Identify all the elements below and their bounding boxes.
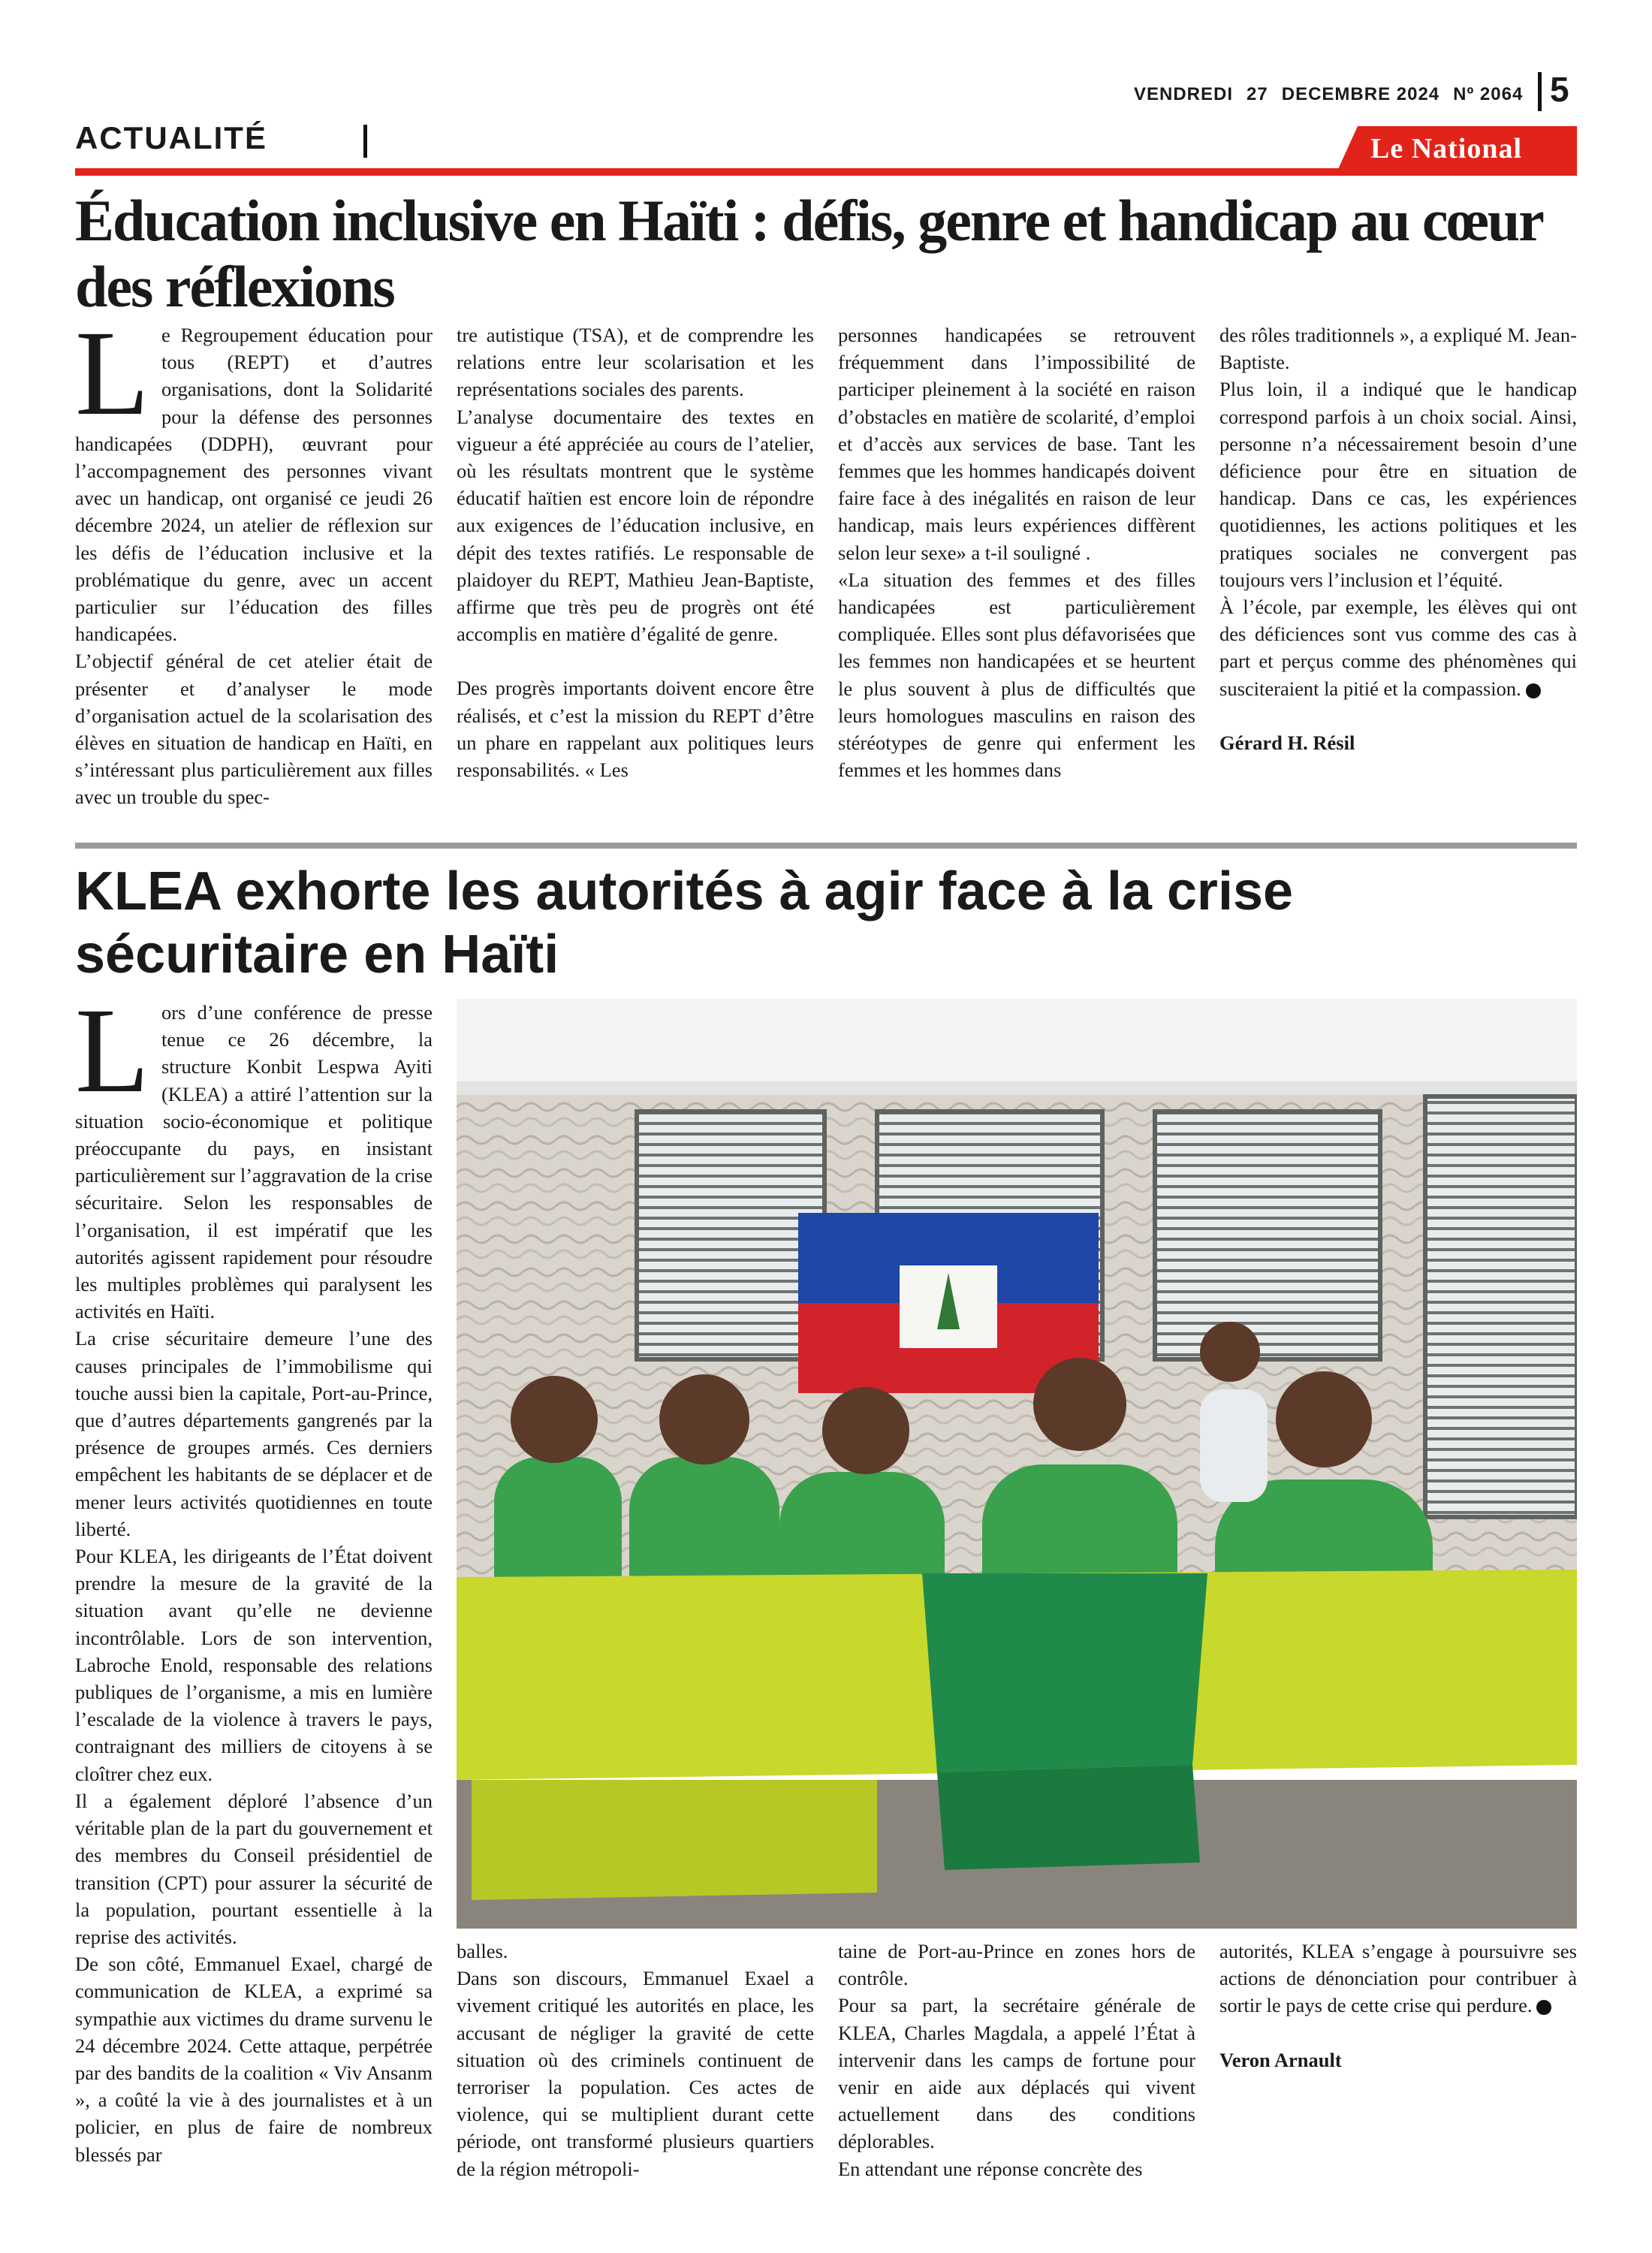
article1-column-4 [1219,321,1577,756]
article1-paragraph: «La situation des femmes et des filles handicapées est particulièrement compliquée. Elles sont plus défavorisées que les femmes non handicapées et se heurtent le plus souvent à plus de difficultés que leurs homologues masculins en raison des stéréotypes de genre qui enferment les femmes et les hommes dans [838,568,1195,782]
article1-author: Gérard H. Résil [1219,731,1355,754]
issue-date-line [1134,84,1536,105]
section-divider [363,125,367,158]
article2-dropcap: L [75,984,149,1118]
article2-paragraph: Il a également déploré l’absence d’un véritable plan de la part du gouvernement et des membres du Conseil présidentiel de transition (CPT) pour assurer la sécurité de la population, pourtant essentielle à la reprise des activités. [75,1789,433,1948]
article1-dropcap: L [75,306,149,441]
article2-paragraph: De son côté, Emmanuel Exael, chargé de communication de KLEA, a exprimé sa sympathie aux victimes du drame survenu le 24 décembre 2024. Cette attaque, perpétrée par des bandits de la coalition « Viv Ansanm », a coûté la vie à des journalistes et à un policier, en plus de faire de nombreux blessés par [75,1953,433,2166]
article2-paragraph: Pour KLEA, les dirigeants de l’État doivent prendre la mesure de la gravité de la situation avant qu’elle ne devienne incontrôlable. Lors de son intervention, Labroche Enold, responsable des relations publiques de l’organisme, a mis en lumière l’escalade de la violence à travers le pays, contraignant des milliers de citoyens à se cloîtrer chez eux. [75,1545,433,1785]
article1-paragraph: L’objectif général de cet atelier était de présenter et d’analyser le mode d’organisation actuel de la scolarisation des élèves en situation de handicap en Haïti, en s’intéressant plus particulièrement aux filles avec un trouble du spec- [75,650,433,809]
article1-paragraph: À l’école, par exemple, les élèves qui ont des déficiences sont vus comme des cas à part et perçus comme des phénomènes qui susciteraient la pitié et la compassion. [1219,596,1577,700]
article-separator [75,843,1577,849]
article1-paragraph: L’analyse documentaire des textes en vigueur a été appréciée au cours de l’atelier, où les résultats montrent que le système éducatif haïtien est encore loin de répondre aux exigences de l’éducation inclusive, en dépit des textes ratifiés. Le responsable de plaidoyer du REPT, Mathieu Jean-Baptiste, affirme que très peu de progrès ont été accomplis en matière d’égalité de genre. [457,405,814,646]
article1-headline: Éducation inclusive en Haïti : défis, genre et handicap au cœur des réflexions [75,188,1542,319]
article2-paragraph: autorités, KLEA s’engage à poursuivre ses actions de dénonciation pour contribuer à sortir le pays de cette crise qui perdure. [1219,1940,1577,2017]
page-number-divider [1538,72,1542,111]
issue-day: VENDREDI [1134,84,1234,104]
article2-author: Veron Arnault [1219,2048,1342,2071]
section-label: ACTUALITÉ [75,120,267,155]
article1-paragraph: e Regroupement éducation pour tous (REPT) et d’autres organisations, dont la Solidarité pour la défense des personnes handicapées (DDPH), œuvrant pour l’accompagnement des personnes vivant avec un handicap, ont organisé ce jeudi 26 décembre 2024, un atelier de réflexion sur les défis de l’éducation inclusive et la problématique du genre, avec un accent particulier sur l’éducation des filles handicapées. [75,324,433,646]
article2-paragraph: En attendant une réponse concrète des [838,2157,1143,2180]
article2-paragraph: ors d’une conférence de presse tenue ce 26 décembre, la structure Konbit Lespwa Ayiti (KLEA) a attiré l’attention sur la situation socio-économique et politique préoccupante du pays, en insistant particulièrement sur l’aggravation de la crise sécuritaire. Selon les responsables de l’organisation, il est impératif que les autorités agissent rapidement pour résoudre les multiples problèmes qui paralysent les activités en Haïti. [75,1001,433,1323]
article2-paragraph: Dans son discours, Emmanuel Exael a vivement critiqué les autorités en place, les accusant de négliger la gravité de cette situation où des criminels continuent de terroriser la population. Ces actes de violence, qui se multiplient durant cette période, ont transformé plusieurs quartiers de la région métropoli- [457,1967,814,2180]
article1-paragraph: Des progrès importants doivent encore être réalisés, et c’est la mission du REPT d’être un phare en rappelant aux politiques leurs responsabilités. « Les [457,677,814,782]
article1-column-3 [838,321,1195,783]
article2-column-2 [457,1938,814,2182]
article1-paragraph: personnes handicapées se retrouvent fréquemment dans l’impossibilité de participer pleinement à la société en raison d’obstacles en matière de scolarité, d’emploi et d’accès aux services de base. Tant les femmes que les hommes handicapés doivent faire face à des inégalités en raison de leur handicap, mais leurs expériences diffèrent selon leur sexe» a t-il souligné . [838,324,1195,564]
article1-column-1 [75,306,433,811]
brand-name: Le National [1370,133,1523,164]
article2-column-4 [1219,1938,1577,2074]
article2-paragraph: balles. [457,1940,508,1962]
issue-date-number: 27 [1247,84,1268,104]
article2-column-3 [838,1938,1195,2182]
article2-paragraph: La crise sécuritaire demeure l’une des causes principales de l’immobilisme qui touche aussi bien la capitale, Port-au-Prince, que d’autres départements gangrenés par la présence de groupes armés. Ces derniers empêchent les habitants de se déplacer et de mener leurs activités quotidiennes en toute liberté. [75,1327,433,1540]
article2-column-1 [75,984,433,2168]
press-conference-photo [457,999,1577,1929]
article2-paragraph: taine de Port-au-Prince en zones hors de contrôle. [838,1940,1195,1990]
end-mark-icon [1536,2000,1551,2015]
article1-paragraph: tre autistique (TSA), et de comprendre les relations entre leur scolarisation et les représentations sociales des parents. [457,324,814,401]
article1-paragraph: Plus loin, il a indiqué que le handicap correspond parfois à un choix social. Ainsi, personne n’a nécessairement besoin d’une déficience pour être en situation de handicap. Dans ce cas, les expériences quotidiennes, les actions politiques et les pratiques sociales ne convergent pas toujours vers l’inclusion et l’équité. [1219,378,1577,591]
article1-column-2 [457,321,814,783]
page-number: 5 [1550,70,1569,109]
end-mark-icon [1526,683,1541,698]
article2-headline: KLEA exhorte les autorités à agir face à la crise sécuritaire en Haïti [75,861,1294,985]
issue-number: Nº 2064 [1453,84,1524,104]
issue-month-year: DECEMBRE 2024 [1281,84,1440,104]
article1-paragraph: des rôles traditionnels », a expliqué M. Jean-Baptiste. [1219,324,1577,374]
article2-paragraph: Pour sa part, la secrétaire générale de KLEA, Charles Magdala, a appelé l’État à intervenir dans les camps de fortune pour venir en aide aux déplacés qui vivent actuellement dans des conditions déplorables. [838,1994,1195,2153]
